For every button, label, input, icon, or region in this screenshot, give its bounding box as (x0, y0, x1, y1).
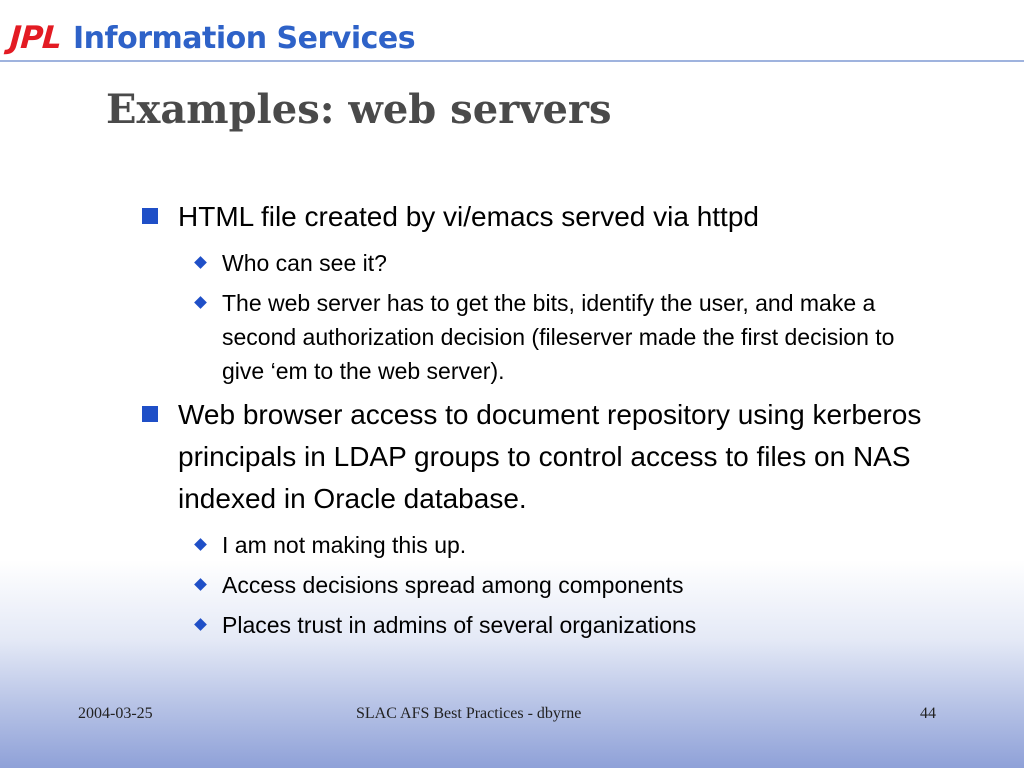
diamond-bullet-icon (194, 538, 207, 551)
sub-bullet-item (138, 568, 938, 602)
sub-bullet-text: Access decisions spread among components (222, 572, 684, 598)
sub-bullet-text: I am not making this up. (222, 532, 467, 558)
sub-bullet-item (138, 608, 938, 642)
bullet-text: Web browser access to document repository using kerberos principals in LDAP groups to control access to files on NAS indexed in Oracle database. (178, 399, 922, 514)
footer-page-number: 44 (920, 705, 936, 722)
footer-title: SLAC AFS Best Practices - dbyrne (356, 705, 582, 722)
sub-bullet-text: The web server has to get the bits, identify the user, and make a second authorization decision (fileserver made the first decision to give ‘em to the web server). (222, 290, 895, 384)
slide-title: Examples: web servers (106, 86, 612, 133)
header-divider (0, 60, 1024, 62)
bullet-text: HTML file created by vi/emacs served via httpd (178, 201, 759, 232)
square-bullet-icon (142, 406, 158, 422)
diamond-bullet-icon (194, 296, 207, 309)
sub-bullet-item (138, 528, 938, 562)
diamond-bullet-icon (194, 256, 207, 269)
sub-bullet-text: Places trust in admins of several organizations (222, 612, 697, 638)
logo-jpl-text: JPL (8, 20, 63, 56)
sub-bullet-item (138, 286, 938, 388)
logo-information-services-text: Information Services (73, 20, 416, 56)
jpl-logo (10, 18, 415, 58)
square-bullet-icon (142, 208, 158, 224)
bullet-item (138, 394, 938, 520)
slide-body (138, 196, 938, 648)
sub-bullet-item (138, 246, 938, 280)
sub-bullet-text: Who can see it? (222, 250, 387, 276)
bullet-item (138, 196, 938, 238)
footer-date: 2004-03-25 (78, 705, 153, 722)
diamond-bullet-icon (194, 578, 207, 591)
diamond-bullet-icon (194, 618, 207, 631)
